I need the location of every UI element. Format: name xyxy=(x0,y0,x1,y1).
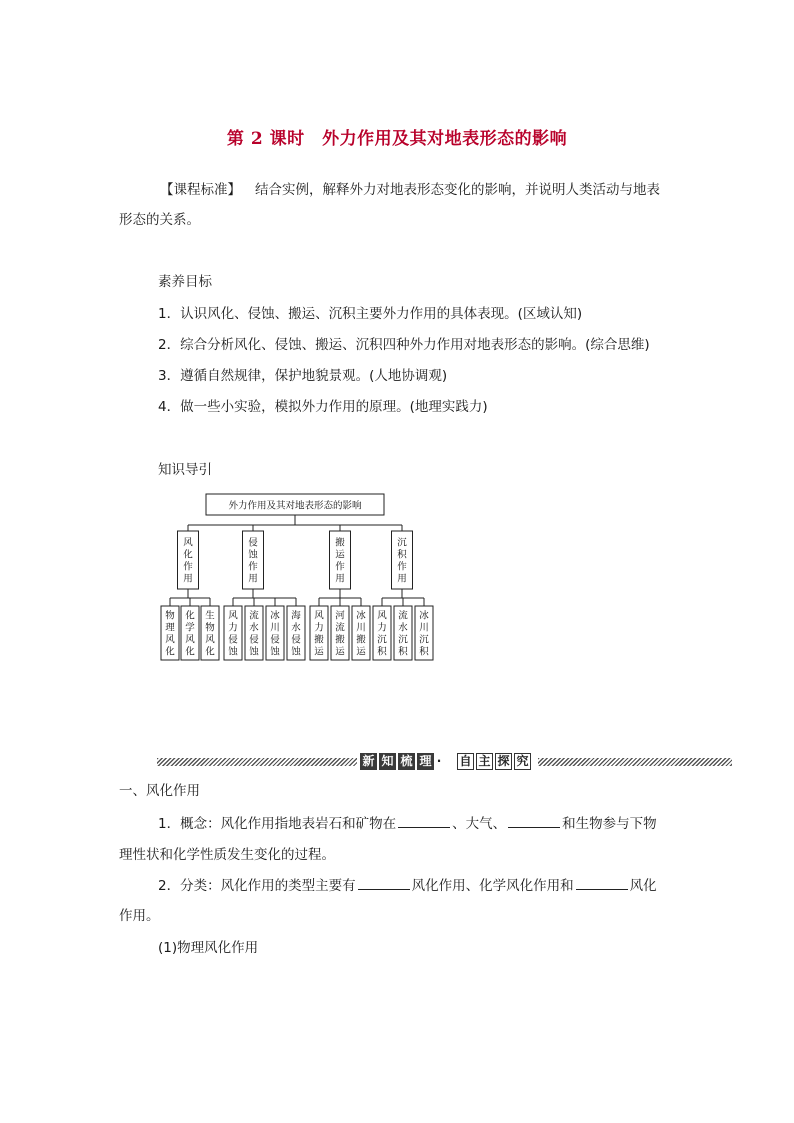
tree-leaf-node xyxy=(266,606,284,660)
types-text: 2．分类：风化作用的类型主要有 xyxy=(158,878,356,894)
tree-leaf-node-char: 力 xyxy=(314,622,324,634)
tree-leaf-node-char: 化 xyxy=(205,646,215,658)
tree-leaf-node-char: 积 xyxy=(419,646,429,658)
tree-leaf-node-char: 川 xyxy=(356,622,366,634)
tree-leaf-node-char: 侵 xyxy=(291,634,301,646)
tag-char: 自 xyxy=(457,753,474,770)
tag-char: 知 xyxy=(379,753,396,770)
tree-leaf-node xyxy=(287,606,305,660)
section-tag-new-knowledge xyxy=(360,753,444,770)
tree-leaf-node-char: 流 xyxy=(398,610,408,622)
tree-leaf-node-char: 化 xyxy=(185,610,195,622)
tree-branch-node-char: 用 xyxy=(248,573,258,585)
tree-leaf-node-char: 理 xyxy=(165,622,175,634)
tag-char: 究 xyxy=(514,753,531,770)
tree-leaf-node-char: 冰 xyxy=(356,610,366,622)
tree-branch-node-char: 沉 xyxy=(397,537,407,549)
tree-leaf-node xyxy=(201,606,219,660)
types-text: 风化作用、化学风化作用和 xyxy=(411,878,574,894)
goal-item: 1．认识风化、侵蚀、搬运、沉积主要外力作用的具体表现。(区域认知) xyxy=(158,306,583,322)
tree-branch-node xyxy=(392,531,413,589)
tree-leaf-node-char: 运 xyxy=(314,646,324,658)
tree-leaf-node-char: 风 xyxy=(228,610,238,622)
course-standard-label: 【课程标准】 xyxy=(160,182,241,198)
types-line2: 作用。 xyxy=(119,908,160,924)
tree-leaf-node-char: 搬 xyxy=(314,634,324,646)
tree-branch-node-char: 作 xyxy=(183,561,193,573)
tree-leaf-node-char: 风 xyxy=(165,634,175,646)
tree-leaf-node-char: 搬 xyxy=(356,634,366,646)
tree-branch-node-char: 搬 xyxy=(335,537,345,549)
tree-leaf-node-char: 侵 xyxy=(249,634,259,646)
tree-leaf-node-char: 川 xyxy=(270,622,280,634)
tree-leaf-node-char: 物 xyxy=(205,622,215,634)
tree-branch-node-char: 运 xyxy=(335,549,345,561)
course-standard-text: 结合实例，解释外力对地表形态变化的影响，并说明人类活动与地表 xyxy=(255,182,660,198)
tree-branch-node-char: 作 xyxy=(335,561,345,573)
tree-leaf-node xyxy=(352,606,370,660)
tree-leaf-node-char: 风 xyxy=(377,610,387,622)
tree-leaf-node-char: 冰 xyxy=(419,610,429,622)
tag-char: 新 xyxy=(360,753,377,770)
tree-leaf-node-char: 川 xyxy=(419,622,429,634)
tree-leaf-node-char: 水 xyxy=(291,622,301,634)
tree-leaf-node-char: 水 xyxy=(249,622,259,634)
tree-leaf-node-char: 力 xyxy=(377,622,387,634)
tree-branch-node xyxy=(243,531,264,589)
tree-leaf-node xyxy=(394,606,412,660)
tree-leaf-node-char: 力 xyxy=(228,622,238,634)
tree-branch-node-char: 作 xyxy=(397,561,407,573)
guide-heading: 知识导引 xyxy=(158,462,212,478)
course-standard-line2: 形态的关系。 xyxy=(119,212,200,228)
tree-branch-node-char: 化 xyxy=(183,549,193,561)
section-tag-self-study xyxy=(457,753,533,770)
tree-leaf-node-char: 侵 xyxy=(270,634,280,646)
goal-item: 3．遵循自然规律，保护地貌景观。(人地协调观) xyxy=(158,368,448,384)
tag-char: 主 xyxy=(476,753,493,770)
goal-item: 4．做一些小实验，模拟外力作用的原理。(地理实践力) xyxy=(158,399,488,415)
tree-leaf-node xyxy=(373,606,391,660)
tree-leaf-node xyxy=(331,606,349,660)
tree-leaf-node-char: 沉 xyxy=(398,634,408,646)
tree-leaf-node-char: 沉 xyxy=(377,634,387,646)
tree-leaf-node-char: 生 xyxy=(205,610,215,622)
tree-leaf-node-char: 河 xyxy=(335,610,345,622)
tree-leaf-node-char: 学 xyxy=(185,622,195,634)
tree-leaf-node-char: 蚀 xyxy=(270,646,280,658)
concept-text: 和生物参与下物 xyxy=(562,816,657,832)
concept-text: 1．概念：风化作用指地表岩石和矿物在 xyxy=(158,816,397,832)
tree-leaf-node-char: 化 xyxy=(185,646,195,658)
tree-root-node xyxy=(206,494,384,515)
tree-leaf-node xyxy=(415,606,433,660)
tree-leaf-node-char: 化 xyxy=(165,646,175,658)
fill-blank[interactable] xyxy=(576,876,628,890)
tree-branch-node xyxy=(330,531,351,589)
tree-branch-node-char: 侵 xyxy=(248,537,258,549)
tree-leaf-node-char: 蚀 xyxy=(228,646,238,658)
tree-leaf-node-char: 蚀 xyxy=(249,646,259,658)
types-paragraph xyxy=(158,876,657,896)
section-divider-bar xyxy=(157,751,732,773)
tree-leaf-node-char: 积 xyxy=(398,646,408,658)
tree-leaf-node-char: 风 xyxy=(185,634,195,646)
tree-branch-node-char: 积 xyxy=(397,549,407,561)
tree-leaf-node xyxy=(224,606,242,660)
tree-leaf-node-char: 沉 xyxy=(419,634,429,646)
tree-leaf-node-char: 积 xyxy=(377,646,387,658)
tree-leaf-node xyxy=(245,606,263,660)
tag-char: 梳 xyxy=(398,753,415,770)
tree-leaf-node-char: 运 xyxy=(335,646,345,658)
concept-text: 、大气、 xyxy=(452,816,507,832)
tree-leaf-node-char: 冰 xyxy=(270,610,280,622)
section1-heading: 一、风化作用 xyxy=(119,783,200,799)
goal-item: 2．综合分析风化、侵蚀、搬运、沉积四种外力作用对地表形态的影响。(综合思维) xyxy=(158,337,650,353)
tree-leaf-node-char: 海 xyxy=(291,610,301,622)
subsection-physical-weathering: (1)物理风化作用 xyxy=(158,940,259,956)
tree-leaf-node-char: 运 xyxy=(356,646,366,658)
types-text: 风化 xyxy=(629,878,657,894)
tree-leaf-node-char: 风 xyxy=(205,634,215,646)
fill-blank[interactable] xyxy=(398,814,450,828)
tree-leaf-node-char: 水 xyxy=(398,622,408,634)
page-title: 第 2 课时 外力作用及其对地表形态的影响 xyxy=(226,129,568,149)
tree-leaf-node-char: 搬 xyxy=(335,634,345,646)
concept-paragraph xyxy=(158,814,657,834)
fill-blank[interactable] xyxy=(358,876,410,890)
tree-leaf-node-char: 流 xyxy=(249,610,259,622)
tree-branch-node-char: 风 xyxy=(183,537,193,549)
tag-char: 探 xyxy=(495,753,512,770)
tree-branch-node-char: 用 xyxy=(397,573,407,585)
tree-branch-node-char: 用 xyxy=(335,573,345,585)
tree-leaf-node xyxy=(161,606,179,660)
goals-heading: 素养目标 xyxy=(158,274,212,290)
fill-blank[interactable] xyxy=(508,814,560,828)
tree-leaf-node-char: 流 xyxy=(335,622,345,634)
tree-leaf-node-char: 风 xyxy=(314,610,324,622)
tag-char: 理 xyxy=(417,753,434,770)
tree-leaf-node-char: 侵 xyxy=(228,634,238,646)
concept-line2: 理性状和化学性质发生变化的过程。 xyxy=(119,847,335,863)
tree-branch-node-char: 蚀 xyxy=(248,549,258,561)
tree-branch-node xyxy=(178,531,199,589)
tree-root-label: 外力作用及其对地表形态的影响 xyxy=(228,500,362,512)
tree-leaf-node-char: 物 xyxy=(165,610,175,622)
tree-branch-node-char: 作 xyxy=(248,561,258,573)
hatch-left xyxy=(157,758,357,766)
tree-leaf-node xyxy=(310,606,328,660)
hatch-right xyxy=(538,758,732,766)
tree-leaf-node xyxy=(181,606,199,660)
tree-branch-node-char: 用 xyxy=(183,573,193,585)
tree-leaf-node-char: 蚀 xyxy=(291,646,301,658)
tag-separator: · xyxy=(436,754,442,768)
